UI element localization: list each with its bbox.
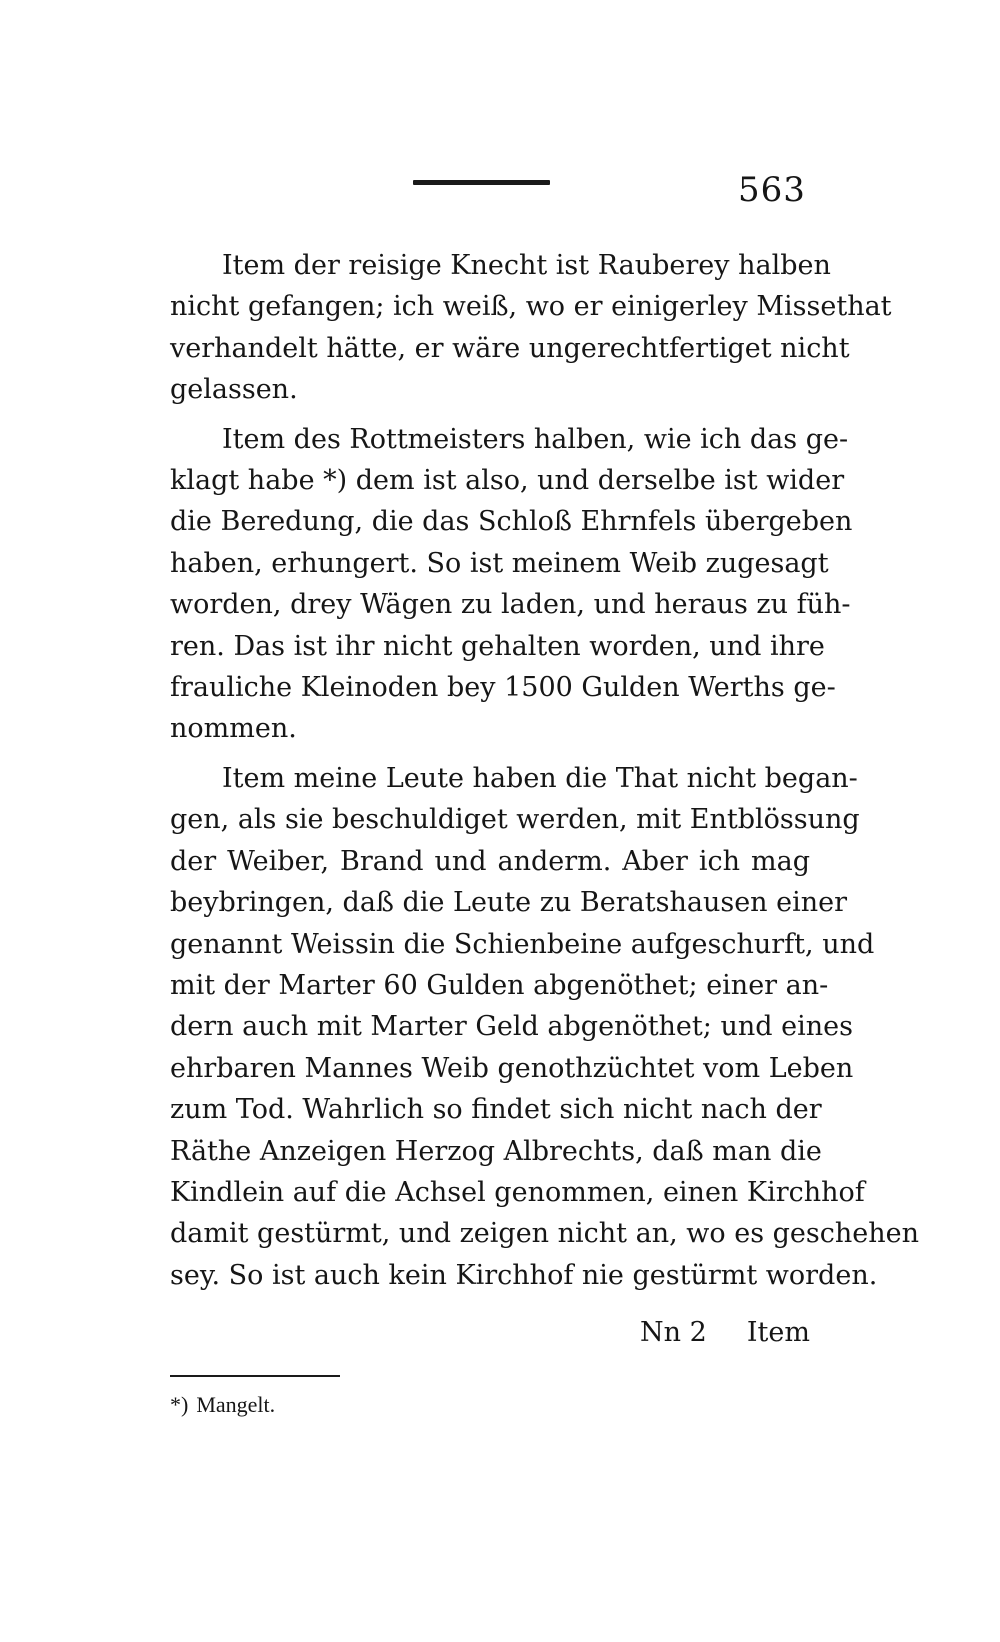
text-line: dern auch mit Marter Geld abgenöthet; und eines (170, 1011, 853, 1043)
text-line: klagt habe *) dem ist also, und derselbe ist wider (170, 465, 845, 497)
footnote (170, 1390, 275, 1420)
paragraph (170, 419, 853, 750)
paragraph (170, 245, 892, 411)
text-line: verhandelt hätte, er wäre ungerechtfertiget nicht (170, 332, 850, 364)
paragraph (170, 758, 919, 1296)
footnote-rule (170, 1375, 340, 1377)
page-number: 563 (738, 170, 806, 210)
text-line: nommen. (170, 713, 297, 745)
text-line: damit gestürmt, und zeigen nicht an, wo es geschehen (170, 1218, 919, 1250)
text-line: der Weiber, Brand und anderm. Aber ich mag (170, 845, 810, 877)
text-line: ehrbaren Mannes Weib genothzüchtet vom Leben (170, 1052, 854, 1084)
text-line: Kindlein auf die Achsel genommen, einen Kirchhof (170, 1176, 865, 1208)
text-line: Item meine Leute haben die That nicht began- (222, 762, 858, 794)
text-line: ren. Das ist ihr nicht gehalten worden, und ihre (170, 630, 825, 662)
text-line: die Beredung, die das Schloß Ehrnfels übergeben (170, 506, 853, 538)
text-line: gelassen. (170, 374, 298, 406)
catchline (170, 1312, 810, 1354)
text-line: Item der reisige Knecht ist Rauberey halben (222, 250, 831, 281)
catchword: Item (746, 1317, 810, 1348)
text-line: mit der Marter 60 Gulden abgenöthet; einer an- (170, 969, 829, 1001)
text-line: beybringen, daß die Leute zu Beratshausen einer (170, 887, 848, 919)
footnote-mark: *) (170, 1392, 189, 1417)
footnote-text: Mangelt. (196, 1392, 276, 1417)
text-line: frauliche Kleinoden bey 1500 Gulden Werths ge- (170, 672, 836, 704)
header-rule (413, 180, 550, 185)
text-line: sey. So ist auch kein Kirchhof nie gestürmt worden. (170, 1259, 878, 1291)
text-line: genannt Weissin die Schienbeine aufgeschurft, und (170, 928, 875, 960)
text-line: Räthe Anzeigen Herzog Albrechts, daß man die (170, 1135, 822, 1167)
text-line: haben, erhungert. So ist meinem Weib zugesagt (170, 547, 829, 579)
text-line: gen, als sie beschuldiget werden, mit Entblössung (170, 804, 860, 836)
text-line: worden, drey Wägen zu laden, und heraus zu füh- (170, 589, 851, 621)
text-line: Item des Rottmeisters halben, wie ich das ge- (222, 423, 849, 455)
text-line: nicht gefangen; ich weiß, wo er einigerley Missethat (170, 291, 892, 323)
body-text (170, 245, 919, 1296)
text-line: zum Tod. Wahrlich so findet sich nicht nach der (170, 1094, 822, 1126)
signature-mark: Nn 2 (640, 1317, 707, 1348)
